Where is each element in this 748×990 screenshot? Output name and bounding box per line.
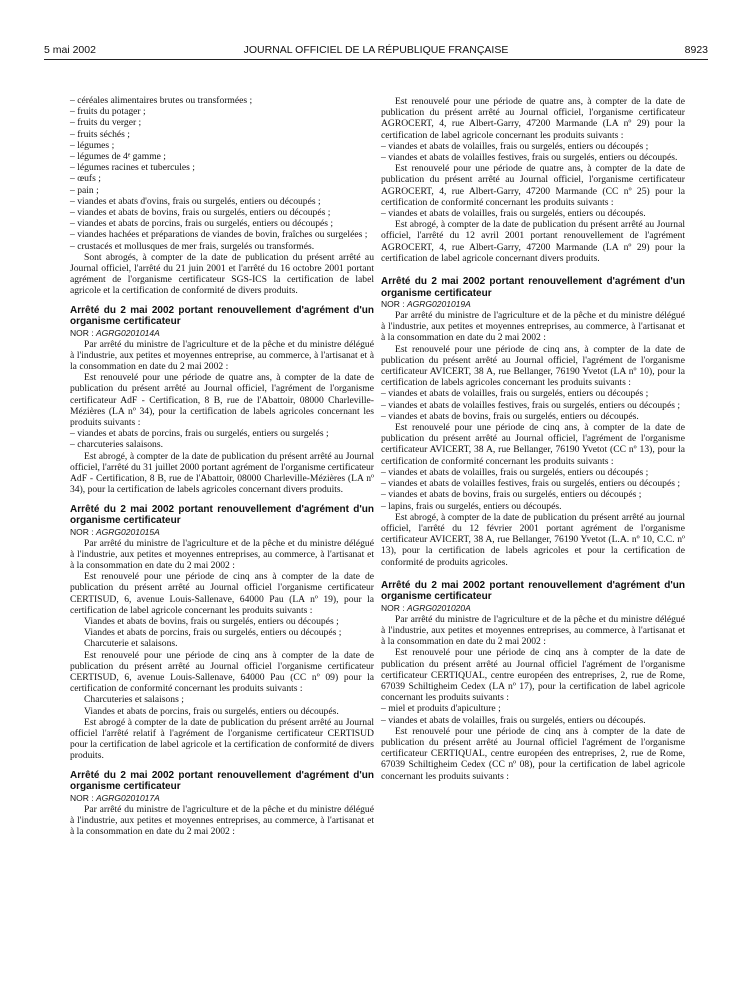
article-title: Arrêté du 2 mai 2002 portant renouvellement d'agrément d'un organisme certificateur (381, 579, 685, 603)
list-item: Viandes et abats de porcins, frais ou surgelés, entiers ou découpés ; (84, 627, 342, 639)
list-item: – viandes et abats de volailles festives, frais ou surgelés, entiers ou découpés ; (381, 399, 681, 411)
paragraph: Est renouvelé pour une période de cinq ans à compter de la date de publication du présent arrêté au Journal officiel l'agrément de l'organisme certificateur CERTIQUAL, centre européen des entreprises, 2, rue de Rome, 67039 Schiltigheim Cedex (CC nº 08), pour la certification de label agricole concernant les produits suivants : (381, 725, 685, 782)
list-item: – viandes et abats de porcins, frais ou surgelés, entiers ou découpés ; (70, 218, 334, 230)
list-item: – viandes et abats de volailles, frais ou surgelés, entiers ou découpés. (381, 714, 646, 726)
list-item: – céréales alimentaires brutes ou transformées ; (70, 95, 253, 106)
paragraph: Est abrogé, à compter de la date de publication du présent arrêté au journal officiel, l'arrêté du 12 février 2001 portant agrément de l'organisme certificateur AVICERT, 38 A, rue Bellanger, 76190 Yvetot (L.A. nº 10, C.C. nº 13), pour la certification de labels agricoles et pour la certification de conformité de produits agricoles. (381, 511, 685, 568)
paragraph: Est abrogé à compter de la date de publication du présent arrêté au Journal officiel l'arrêté relatif à l'agrément de l'organisme certificateur CERTISUD pour la certification de label agricole et la certification de conformité de divers produits. (70, 716, 374, 762)
list-item: – légumes ; (70, 139, 115, 151)
list-item: – légumes de 4ᵉ gamme ; (70, 151, 166, 163)
left-column (70, 95, 374, 837)
article-title: Arrêté du 2 mai 2002 portant renouvellement d'agrément d'un organisme certificateur (70, 503, 374, 526)
paragraph: Est renouvelé pour une période de cinq ans à compter de la date de publication du présent arrêté au Journal officiel l'agrément de l'organisme certificateur CERTIQUAL, centre européen des entreprises, 2, rue de Rome, 67039 Schiltigheim Cedex (LA nº 17), pour la certification de label agricole concernant les produits suivants : (381, 647, 685, 704)
paragraph: Est renouvelé pour une période de quatre ans, à compter de la date de publication du présent arrêté au Journal officiel, l'organisme certificateur AGROCERT, 4, rue Albert-Garry, 47200 Marmande (LA nº 29) pour la certification de label agricole concernant les produits suivants : (381, 96, 685, 141)
paragraph: Par arrêté du ministre de l'agriculture et de la pêche et du ministre délégué à l'industrie, aux petites et moyennes entreprises, au commerce, à l'artisanat et à la consommation en date du 2 mai 2002 : (381, 613, 685, 648)
product-list (70, 95, 374, 252)
list-item: – viandes et abats de bovins, frais ou surgelés, entiers ou découpés ; (381, 489, 642, 501)
article-title: Arrêté du 2 mai 2002 portant renouvellement d'agrément d'un organisme certificateur (70, 304, 374, 328)
nor-reference: NOR : AGRG0201017A (70, 792, 160, 803)
list-item: – viandes et abats de volailles, frais ou surgelés, entiers ou découpés ; (381, 388, 649, 400)
list-item: Charcuteries et salaisons ; (84, 694, 184, 706)
list-item: – viandes et abats de volailles festives, frais ou surgelés, entiers ou découpés. (381, 152, 678, 164)
list-item: – viandes hachées et préparations de viandes de bovin, fraîches ou surgelées ; (70, 229, 368, 241)
list-item: – fruits séchés ; (70, 128, 130, 140)
paragraph: Est renouvelé pour une période de quatre ans, à compter de la date de publication du présent arrêté au Journal officiel, l'organisme certificateur AGROCERT, 4, rue Albert-Garry, 47200 Marmande (CC nº 25) pour la certification de conformité concernant les produits suivants : (381, 163, 685, 208)
list-item: Charcuterie et salaisons. (84, 638, 178, 650)
header-journal-title: JOURNAL OFFICIEL DE LA RÉPUBLIQUE FRANÇAISE (243, 44, 509, 56)
paragraph: Est abrogé, à compter de la date de publication du présent arrêté au Journal officiel, l'arrêté du 12 avril 2001 portant renouvellement de l'agrément AGROCERT, 4, rue Albert-Garry, 47200 Marmande (LA nº 29) pour la certification de label agricole concernant divers produits. (381, 219, 685, 264)
list-item: – miel et produits d'apiculture ; (381, 703, 501, 715)
paragraph: Par arrêté du ministre de l'agriculture et de la pêche et du ministre délégué à l'industrie, aux petites et moyennes entreprises, au commerce, à l'artisanat et à la consommation en date du 2 mai 2002 : (381, 310, 685, 344)
paragraph: Par arrêté du ministre de l'agriculture et de la pêche et du ministre délégué à l'industrie, aux petites et moyennes entreprises, au commerce, à l'artisanat et à la consommation en date du 2 mai 2002 : (70, 537, 374, 571)
paragraph: Est renouvelé pour une période de quatre ans, à compter de la date de publication du présent arrêté au Journal officiel, l'agrément de l'organisme certificateur AdF - Certification, 8 B, rue de l'Abattoir, 08000 Charleville-Mézières (LA nº 34), pour la certification de labels agricoles concernant les produits suivants : (70, 372, 374, 429)
list-item: – œufs ; (70, 173, 101, 185)
paragraph: Est renouvelé pour une période de cinq ans, à compter de la date de publication du présent arrêté au Journal officiel, l'agrément de l'organisme certificateur AVICERT, 38 A, rue Bellanger, 76190 Yvetot (LA nº 10), pour la certification de labels agricoles concernant les produits suivants : (381, 343, 685, 389)
paragraph: Est renouvelé pour une période de cinq ans, à compter de la date de publication du présent arrêté au Journal officiel, l'agrément de l'organisme certificateur AVICERT, 38 A, rue Bellanger, 76190 Yvetot (CC nº 13), pour la certification de conformité concernant les produits suivants : (381, 422, 685, 467)
header-date: 5 mai 2002 (44, 44, 96, 56)
list-item: – viandes et abats de porcins, frais ou surgelés, entiers ou surgelés ; (70, 428, 329, 440)
right-column (381, 96, 685, 782)
list-item: – viandes et abats de bovins, frais ou surgelés, entiers ou découpés. (381, 410, 639, 422)
list-item: – fruits du verger ; (70, 117, 142, 129)
list-item: – viandes et abats de volailles, frais ou surgelés, entiers ou découpés ; (381, 140, 649, 152)
list-item: Viandes et abats de bovins, frais ou surgelés, entiers ou découpés ; (84, 615, 339, 627)
paragraph: Est abrogé, à compter de la date de publication du présent arrêté au Journal officiel, l'arrêté du 31 juillet 2000 portant agrément de l'organisme certificateur AdF - Certification, 8 B, rue de l'Abattoir, 08000 Charleville-Mézières (LA nº 34), pour la certification de labels agricoles concernant divers produits. (70, 450, 374, 496)
paragraph: Par arrêté du ministre de l'agriculture et de la pêche et du ministre délégué à l'industrie, aux petites et moyennes entreprises, au commerce, à l'artisanat et à la consommation en date du 2 mai 2002 : (70, 803, 374, 837)
page-header (44, 44, 708, 60)
list-item: – viandes et abats de volailles, frais ou surgelés, entiers ou découpés. (381, 208, 646, 220)
list-item: – légumes racines et tubercules ; (70, 162, 195, 174)
header-page-number: 8923 (684, 44, 708, 56)
nor-reference: NOR : AGRG0201015A (70, 526, 160, 537)
paragraph: Sont abrogés, à compter de la date de publication du présent arrêté au Journal officiel, l'arrêté du 21 juin 2001 et l'arrêté du 16 octobre 2001 portant agrément de l'organisme certificateur SGS-ICS la certification de label agricole et la certification de conformité de divers produits. (70, 251, 374, 297)
list-item: – viandes et abats d'ovins, frais ou surgelés, entiers ou découpés ; (70, 195, 321, 207)
list-item: – viandes et abats de bovins, frais ou surgelés, entiers ou découpés ; (70, 207, 331, 219)
list-item: – viandes et abats de volailles festives, frais ou surgelés, entiers ou découpés ; (381, 478, 681, 490)
list-item: – viandes et abats de volailles, frais ou surgelés, entiers ou découpés ; (381, 466, 649, 478)
list-item: – crustacés et mollusques de mer frais, surgelés ou transformés. (70, 240, 315, 252)
paragraph: Est renouvelé pour une période de cinq ans à compter de la date de publication du présent arrêté au Journal officiel l'organisme certificateur CERTISUD, 6, avenue Louis-Sallenave, 64000 Pau (CC nº 09) pour la certification de conformité concernant les produits suivants : (70, 649, 374, 695)
article-title: Arrêté du 2 mai 2002 portant renouvellement d'agrément d'un organisme certificateur (381, 276, 685, 299)
paragraph: Est renouvelé pour une période de cinq ans à compter de la date de publication du présent arrêté au Journal officiel l'organisme certificateur CERTISUD, 6, avenue Louis-Sallenave, 64000 Pau (LA nº 19), pour la certification de label agricole concernant les produits suivants : (70, 571, 374, 616)
article-title: Arrêté du 2 mai 2002 portant renouvellement d'agrément d'un organisme certificateur (70, 769, 374, 793)
list-item: Viandes et abats de porcins, frais ou surgelés, entiers ou découpés. (84, 705, 339, 717)
paragraph: Par arrêté du ministre de l'agriculture et de la pêche et du ministre délégué à l'industrie, aux petites et moyennes entreprise, au commerce, à l'artisanat et à la consommation en date du 2 mai 2002 : (70, 338, 374, 373)
header-rule (44, 59, 708, 60)
nor-reference: NOR : AGRG0201020A (381, 602, 471, 613)
list-item: – fruits du potager ; (70, 106, 146, 118)
list-item: – lapins, frais ou surgelés, entiers ou découpés. (381, 500, 562, 512)
list-item: – charcuteries salaisons. (70, 439, 163, 451)
nor-reference: NOR : AGRG0201014A (70, 327, 160, 338)
list-item: – pain ; (70, 184, 99, 196)
nor-reference: NOR : AGRG0201019A (381, 299, 471, 310)
